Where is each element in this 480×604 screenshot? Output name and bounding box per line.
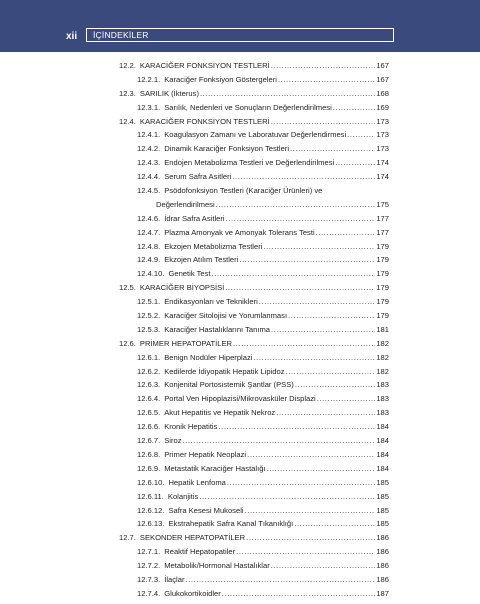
toc-entry [0,562,480,576]
toc-entry-title: Glukokortikoidler [164,588,221,598]
dot-leader [253,354,375,363]
toc-entry-page: 174 [376,172,389,182]
toc-entry-title: KARACİĞER FONKSİYON TESTLERİ [139,116,270,126]
toc-entry-page: 184 [376,463,389,473]
dot-leader [183,437,376,446]
chapter-title: İÇİNDEKİLER [93,30,149,40]
toc-entry-title: Konjenital Portosistemik Şantlar (PSS) [164,380,294,390]
dot-leader [222,590,376,599]
toc-entry-title: Benign Nodüler Hiperplazi [164,352,253,362]
toc-entry [0,520,480,534]
toc-entry-title: İlaçlar [164,574,185,584]
toc-entry-page: 177 [376,227,389,237]
toc-entry-title: Ekzojen Metabolizma Testleri [164,241,263,251]
toc-entry-page: 184 [376,449,389,459]
dot-leader [247,451,375,460]
toc-entry-title: Dinamik Karaciğer Fonksiyon Testleri [164,144,290,154]
toc-entry-page: 184 [376,422,389,432]
toc-entry-title: KARACİĞER FONKSİYON TESTLERİ [139,61,270,70]
page-header [0,0,480,52]
toc-entry [0,159,480,173]
toc-entry-page: 184 [376,436,389,446]
chapter-title-box [86,28,394,42]
dot-leader [333,104,376,113]
toc-entry-title: Değerlendirilmesi [156,199,215,209]
toc-entry-title: Kedilerde İdiyopatik Hepatik Lipidoz [164,366,285,376]
dot-leader [199,493,375,502]
toc-entry-number: 12.7.3. [137,574,161,584]
dot-leader [227,479,375,488]
toc-entry-page: 179 [376,311,389,321]
toc-entry-title: Siroz [164,436,182,446]
toc-entry-title: Kolanjitis [167,491,199,501]
toc-entry-title: Genetik Test [168,269,211,279]
toc-entry [0,423,480,437]
toc-entry-number: 12.4. [119,116,136,126]
toc-entry [0,493,480,507]
toc-entry-number: 12.7.1. [137,547,161,557]
toc-entry-title: Kronik Hepatitis [164,422,218,432]
toc-entry-number: 12.5.2. [137,311,161,321]
toc-entry-number: 12.4.10. [137,269,165,279]
toc-entry [0,243,480,257]
toc-entry-page: 185 [376,491,389,501]
toc-entry-title: Karaciğer Hastalıklarını Tanıma [164,324,271,334]
toc-entry [0,507,480,521]
toc-entry-page: 173 [376,144,389,154]
toc-entry [0,145,480,159]
toc-entry [0,298,480,312]
dot-leader [286,368,376,377]
dot-leader [245,507,376,516]
dot-leader [295,381,376,390]
toc-entry-title: Metabolik/Hormonal Hastalıklar [164,561,270,571]
toc-entry-number: 12.5.1. [137,297,161,307]
toc-entry [0,187,480,201]
toc-entry-number: 12.7. [119,533,136,543]
toc-entry-page: 185 [376,505,389,515]
dot-leader [200,90,375,99]
toc-entry-number: 12.7.4. [137,588,161,598]
toc-entry-page: 182 [376,366,389,376]
dot-leader [232,173,375,182]
toc-entry-number: 12.6.6. [137,422,161,432]
toc-entry-number: 12.6.9. [137,463,161,473]
dot-leader [271,562,376,571]
dot-leader [233,340,375,349]
toc-entry-title: Ekstrahepatik Safra Kanal Tıkanıklığı [168,519,294,529]
toc-entry-page: 167 [376,61,389,70]
dot-leader [317,395,376,404]
toc-entry-page: 179 [376,269,389,279]
dot-leader [335,159,375,168]
toc-entry [0,215,480,229]
dot-leader [271,62,376,71]
toc-entry-number: 12.6.13. [137,519,165,529]
toc-entry-page: 179 [376,255,389,265]
dot-leader [259,298,376,307]
toc-entry-number: 12.4.8. [137,241,161,251]
toc-entry-number: 12.4.6. [137,213,161,223]
toc-entry [0,312,480,326]
toc-entry-title: SARILIK (İkterus) [139,88,199,98]
toc-entry [0,409,480,423]
toc-entry-page: 173 [376,130,389,140]
toc-entry-page: 183 [376,380,389,390]
toc-entry [0,76,480,90]
dot-leader [216,201,376,210]
toc-entry-title: Plazma Amonyak ve Amonyak Tolerans Testi [164,227,315,237]
dot-leader [316,229,376,238]
dot-leader [290,145,375,154]
toc-entry-title: Sarılık, Nedenleri ve Sonuçların Değerlendirilmesi [164,102,332,112]
toc-entry-number: 12.5. [119,283,136,293]
toc-entry [0,465,480,479]
toc-entry [0,368,480,382]
toc-entry-title: PRİMER HEPATOPATİLER [139,338,233,348]
toc-entry [0,62,480,76]
toc-entry-number: 12.4.3. [137,158,161,168]
toc-entry [0,284,480,298]
toc-entry-page: 179 [376,297,389,307]
toc-entry-title: Psödofonksiyon Testleri (Karaciğer Ürünleri) ve [164,186,323,196]
toc-entry [0,256,480,270]
dot-leader [267,465,376,474]
toc-entry [0,326,480,340]
dot-leader [218,423,375,432]
dot-leader [271,326,375,335]
toc-entry-title: İdrar Safra Asitleri [164,213,225,223]
toc-entry [0,479,480,493]
toc-entry [0,229,480,243]
toc-entry-number: 12.6.4. [137,394,161,404]
toc-entry [0,381,480,395]
toc-entry [0,201,480,215]
toc-entry-number: 12.6.12. [137,505,165,515]
toc-entry [0,340,480,354]
toc-entry-title: Karaciğer Fonksiyon Göstergeleri [164,74,277,84]
toc-entry-title: Endojen Metabolizma Testleri ve Değerlendirilmesi [164,158,335,168]
dot-leader [278,76,375,85]
toc-entry-title: Safra Kesesi Mukoseli [168,505,244,515]
page-number: xii [66,31,78,42]
toc-entry [0,173,480,187]
toc-entry-number: 12.4.1. [137,130,161,140]
toc-entry-number: 12.4.9. [137,255,161,265]
toc-entry-page: 179 [376,241,389,251]
dot-leader [239,256,375,265]
toc-entry [0,118,480,132]
toc-entry [0,534,480,548]
toc-entry-page: 185 [376,477,389,487]
toc-entry-number: 12.5.3. [137,324,161,334]
toc-entry [0,104,480,118]
toc-entry-number: 12.6. [119,338,136,348]
dot-leader [271,118,376,127]
toc-entry-number: 12.6.11. [137,491,164,501]
toc-entry [0,576,480,590]
toc-entry-page: 181 [376,324,389,334]
toc-entry-page: 186 [376,547,389,557]
dot-leader [212,270,376,279]
toc-entry [0,395,480,409]
toc-entry-title: KARACİĞER BİYOPSİSİ [139,283,225,293]
toc-entry-number: 12.7.2. [137,561,161,571]
toc-entry-number: 12.6.10. [137,477,165,487]
toc-entry-number: 12.6.3. [137,380,161,390]
toc-entry-number: 12.2. [119,61,136,70]
dot-leader [288,312,375,321]
toc-entry-title: Karaciğer Sitolojisi ve Yorumlanması [164,311,288,321]
toc-entry-number: 12.4.5. [137,186,161,196]
toc-entry-title: Ekzojen Atılım Testleri [164,255,239,265]
dot-leader [236,548,375,557]
toc-entry-title: Serum Safra Asitleri [164,172,232,182]
toc-entry [0,548,480,562]
dot-leader [276,409,375,418]
toc-entry-number: 12.6.7. [137,436,161,446]
toc-entry-title: SEKONDER HEPATOPATİLER [139,533,246,543]
dot-leader [347,131,375,140]
table-of-contents [0,62,480,604]
toc-entry-number: 12.3. [119,88,136,98]
toc-entry-page: 186 [376,574,389,584]
toc-entry [0,131,480,145]
toc-entry-title: Metastatik Karaciğer Hastalığı [164,463,266,473]
dot-leader [263,243,375,252]
toc-entry-page: 186 [376,533,389,543]
toc-entry-number: 12.4.7. [137,227,161,237]
toc-entry-number: 12.6.1. [137,352,161,362]
toc-entry-title: Endikasyonları ve Teknikleri [164,297,258,307]
dot-leader [226,215,376,224]
toc-entry-number: 12.6.5. [137,408,161,418]
toc-entry-page: 182 [376,338,389,348]
toc-entry-title: Primer Hepatik Neoplazi [164,449,247,459]
toc-entry-page: 169 [376,102,389,112]
toc-entry-number: 12.4.2. [137,144,161,154]
toc-entry-number: 12.4.4. [137,172,161,182]
toc-entry-page: 177 [376,213,389,223]
toc-entry-title: Reaktif Hepatopatiler [164,547,236,557]
toc-entry-page: 168 [376,88,389,98]
toc-entry-number: 12.6.2. [137,366,161,376]
toc-entry-page: 185 [376,519,389,529]
toc-entry-page: 167 [376,74,389,84]
toc-entry-page: 186 [376,561,389,571]
dot-leader [186,576,376,585]
dot-leader [246,534,375,543]
toc-entry [0,437,480,451]
toc-entry-page: 174 [376,158,389,168]
toc-entry-page: 187 [376,588,389,598]
toc-entry-title: Hepatik Lenfoma [168,477,226,487]
toc-entry-number: 12.6.8. [137,449,161,459]
toc-entry-number: 12.2.1. [137,74,161,84]
toc-entry-page: 183 [376,394,389,404]
toc-entry-page: 183 [376,408,389,418]
toc-entry [0,451,480,465]
dot-leader [225,284,375,293]
toc-entry-title: Portal Ven Hipoplazisi/Mikrovasküler Displazi [164,394,316,404]
toc-entry-number: 12.3.1. [137,102,161,112]
toc-entry-title: Koagulasyon Zamanı ve Laboratuvar Değerlendirmesi [164,130,347,140]
toc-entry [0,590,480,604]
dot-leader [294,520,375,529]
toc-entry-page: 182 [376,352,389,362]
toc-entry-page: 173 [376,116,389,126]
toc-entry [0,354,480,368]
toc-entry-page: 179 [376,283,389,293]
toc-entry [0,90,480,104]
toc-entry [0,270,480,284]
toc-entry-title: Akut Hepatitis ve Hepatik Nekroz [164,408,276,418]
toc-entry-page: 175 [376,199,389,209]
